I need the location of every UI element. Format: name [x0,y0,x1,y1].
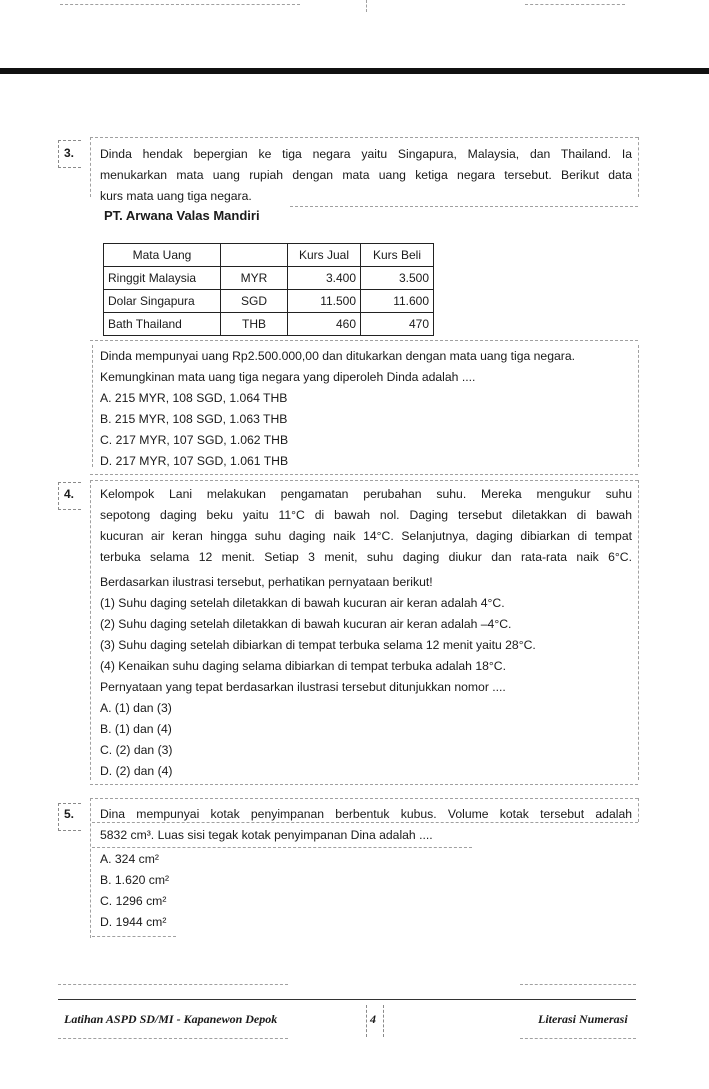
question-text-line: menukarkan mata uang rupiah dengan mata uang ketiga negara tersebut. Berikut data [100,168,632,182]
table-cell: Ringgit Malaysia [104,267,221,290]
answer-option-c[interactable]: C. (2) dan (3) [100,743,173,757]
exchange-rate-table [103,243,434,336]
table-header-row [104,244,434,267]
table-cell: 3.400 [288,267,361,290]
question-text-line: 5832 cm³. Luas sisi tegak kotak penyimpanan Dina adalah .... [100,828,433,842]
question-text-line: Dinda hendak bepergian ke tiga negara yaitu Singapura, Malaysia, dan Thailand. Ia [100,147,632,161]
table-row [104,267,434,290]
footer-right-text: Literasi Numerasi [538,1012,628,1026]
question-text-line: kurs mata uang tiga negara. [100,189,252,203]
answer-option-d[interactable]: D. (2) dan (4) [100,764,173,778]
table-row [104,313,434,336]
answer-option-b[interactable]: B. 215 MYR, 108 SGD, 1.063 THB [100,412,288,426]
answer-option-d[interactable]: D. 1944 cm² [100,915,167,929]
question-text-line: Kelompok Lani melakukan pengamatan perubahan suhu. Mereka mengukur suhu [100,487,632,501]
question-number: 3. [64,146,75,160]
page-number: 4 [370,1012,376,1026]
table-cell: SGD [221,290,288,313]
table-header: Mata Uang [104,244,221,267]
company-name: PT. Arwana Valas Mandiri [104,208,260,223]
question-text-line: Dina mempunyai kotak penyimpanan berbentuk kubus. Volume kotak tersebut adalah [100,807,632,821]
statement-4: (4) Kenaikan suhu daging selama dibiarkan di tempat terbuka adalah 18°C. [100,659,506,673]
table-cell: Bath Thailand [104,313,221,336]
statement-3: (3) Suhu daging setelah dibiarkan di tempat terbuka selama 12 menit yaitu 28°C. [100,638,536,652]
table-header: Kurs Beli [361,244,434,267]
question-number: 5. [64,807,75,821]
answer-option-a[interactable]: A. 324 cm² [100,852,159,866]
footer-left-text: Latihan ASPD SD/MI - Kapanewon Depok [64,1012,278,1026]
table-cell: MYR [221,267,288,290]
question-text-line: terbuka selama 12 menit. Setiap 3 menit, suhu daging diukur dan rata-rata naik 6°C. [100,550,632,564]
question-text-line: Dinda mempunyai uang Rp2.500.000,00 dan ditukarkan dengan mata uang tiga negara. [100,349,575,363]
table-cell: 460 [288,313,361,336]
table-cell: 3.500 [361,267,434,290]
table-header: Kurs Jual [288,244,361,267]
statement-2: (2) Suhu daging setelah diletakkan di bawah kucuran air keran adalah –4°C. [100,617,512,631]
instruction-text: Berdasarkan ilustrasi tersebut, perhatikan pernyataan berikut! [100,575,433,589]
question-text-line: Pernyataan yang tepat berdasarkan ilustrasi tersebut ditunjukkan nomor .... [100,680,506,694]
table-cell: Dolar Singapura [104,290,221,313]
table-cell: 11.600 [361,290,434,313]
question-text-line: kucuran air keran hingga suhu daging naik 14°C. Selanjutnya, daging dibiarkan di tempat [100,529,632,543]
header-divider-bar [0,68,709,74]
table-cell: 470 [361,313,434,336]
answer-option-a[interactable]: A. (1) dan (3) [100,701,172,715]
answer-option-b[interactable]: B. (1) dan (4) [100,722,172,736]
answer-option-c[interactable]: C. 1296 cm² [100,894,167,908]
answer-option-d[interactable]: D. 217 MYR, 107 SGD, 1.061 THB [100,454,289,468]
answer-option-b[interactable]: B. 1.620 cm² [100,873,170,887]
table-header [221,244,288,267]
question-text-line: Kemungkinan mata uang tiga negara yang diperoleh Dinda adalah .... [100,370,476,384]
table-cell: 11.500 [288,290,361,313]
answer-option-a[interactable]: A. 215 MYR, 108 SGD, 1.064 THB [100,391,288,405]
footer-divider [58,999,636,1000]
statement-1: (1) Suhu daging setelah diletakkan di bawah kucuran air keran adalah 4°C. [100,596,505,610]
table-cell: THB [221,313,288,336]
table-row [104,290,434,313]
answer-option-c[interactable]: C. 217 MYR, 107 SGD, 1.062 THB [100,433,289,447]
question-text-line: sepotong daging beku yaitu 11°C di bawah nol. Daging tersebut diletakkan di bawah [100,508,632,522]
question-number: 4. [64,487,75,501]
